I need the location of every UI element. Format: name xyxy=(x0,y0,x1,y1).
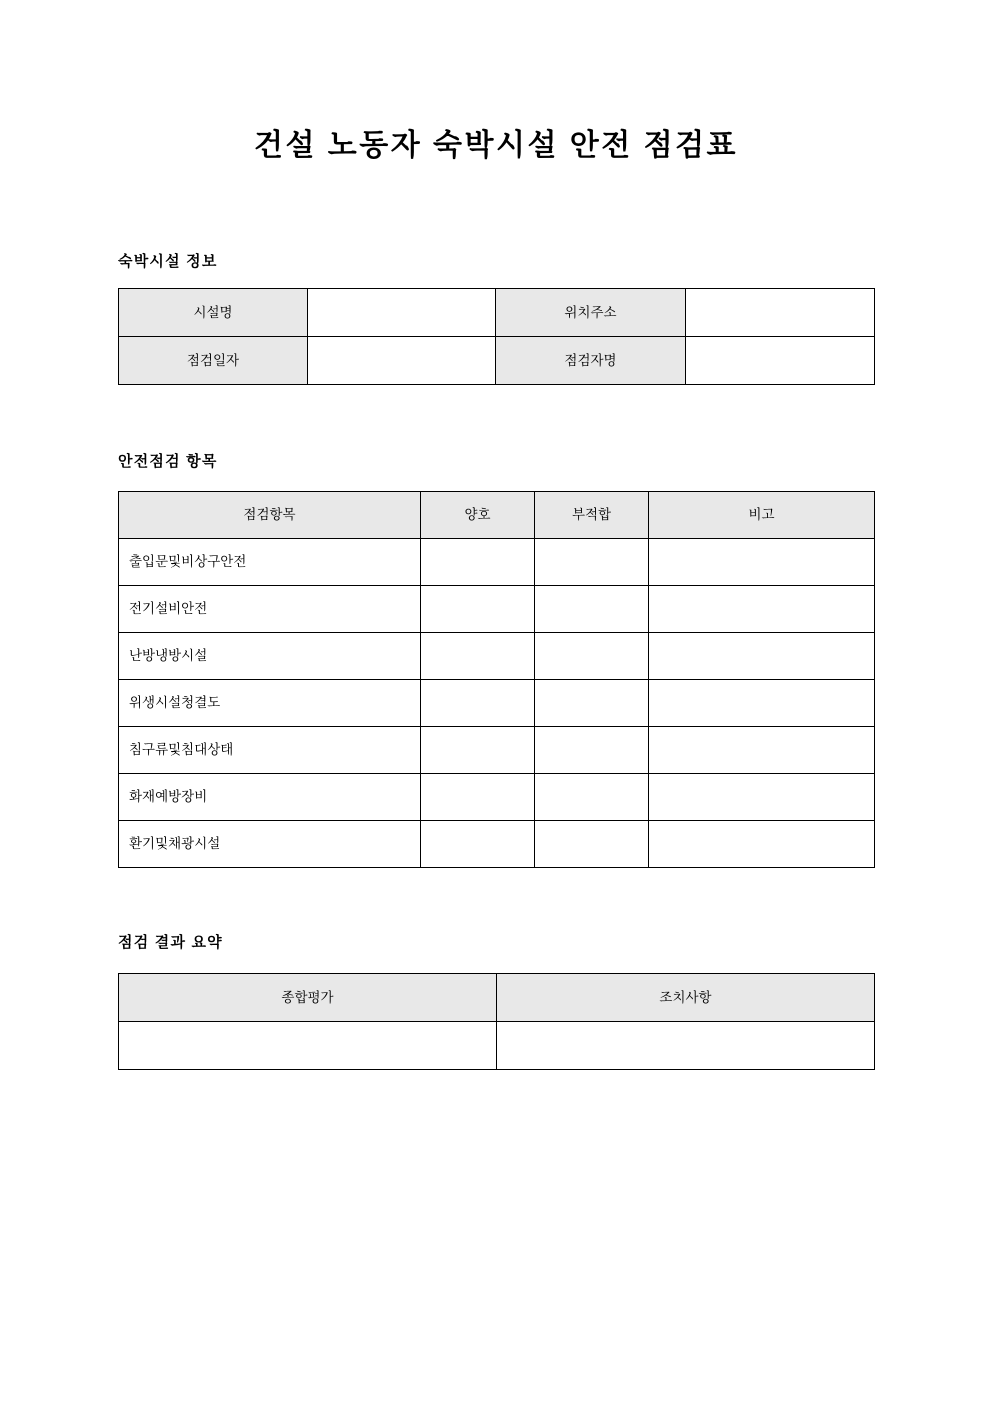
remarks-cell[interactable] xyxy=(649,539,875,586)
nonconforming-checkbox-cell[interactable] xyxy=(535,680,649,727)
good-checkbox-cell[interactable] xyxy=(421,680,535,727)
action-items-field[interactable] xyxy=(497,1022,875,1070)
nonconforming-checkbox-cell[interactable] xyxy=(535,539,649,586)
section-heading-result-summary: 점검 결과 요약 xyxy=(118,934,223,951)
nonconforming-checkbox-cell[interactable] xyxy=(535,821,649,868)
facility-address-field[interactable] xyxy=(686,289,875,337)
section-heading-inspection-items: 안전점검 항목 xyxy=(118,453,218,470)
table-row xyxy=(119,774,875,821)
column-header-remarks: 비고 xyxy=(649,492,875,539)
good-checkbox-cell[interactable] xyxy=(421,774,535,821)
nonconforming-checkbox-cell[interactable] xyxy=(535,774,649,821)
table-header-row xyxy=(119,974,875,1022)
good-checkbox-cell[interactable] xyxy=(421,821,535,868)
inspection-items-table xyxy=(118,491,875,868)
column-header-item: 점검항목 xyxy=(119,492,421,539)
page-title: 건설 노동자 숙박시설 안전 점검표 xyxy=(253,129,739,162)
remarks-cell[interactable] xyxy=(649,821,875,868)
remarks-cell[interactable] xyxy=(649,586,875,633)
facility-address-label: 위치주소 xyxy=(496,289,686,337)
column-header-nonconforming: 부적합 xyxy=(535,492,649,539)
table-header-row xyxy=(119,492,875,539)
facility-info-table xyxy=(118,288,875,385)
good-checkbox-cell[interactable] xyxy=(421,539,535,586)
table-row xyxy=(119,586,875,633)
overall-evaluation-field[interactable] xyxy=(119,1022,497,1070)
inspection-item-label: 위생시설청결도 xyxy=(119,680,421,727)
table-row xyxy=(119,289,875,337)
inspection-item-label: 난방냉방시설 xyxy=(119,633,421,680)
good-checkbox-cell[interactable] xyxy=(421,586,535,633)
table-row xyxy=(119,1022,875,1070)
column-header-action-items: 조치사항 xyxy=(497,974,875,1022)
remarks-cell[interactable] xyxy=(649,680,875,727)
facility-name-field[interactable] xyxy=(308,289,496,337)
table-row xyxy=(119,539,875,586)
inspection-item-label: 침구류및침대상태 xyxy=(119,727,421,774)
nonconforming-checkbox-cell[interactable] xyxy=(535,586,649,633)
inspection-item-label: 환기및채광시설 xyxy=(119,821,421,868)
nonconforming-checkbox-cell[interactable] xyxy=(535,727,649,774)
inspector-name-field[interactable] xyxy=(686,337,875,385)
table-row xyxy=(119,337,875,385)
table-row xyxy=(119,821,875,868)
inspector-name-label: 점검자명 xyxy=(496,337,686,385)
good-checkbox-cell[interactable] xyxy=(421,633,535,680)
result-summary-table xyxy=(118,973,875,1070)
table-row xyxy=(119,680,875,727)
inspection-item-label: 출입문및비상구안전 xyxy=(119,539,421,586)
column-header-good: 양호 xyxy=(421,492,535,539)
inspection-date-field[interactable] xyxy=(308,337,496,385)
table-row xyxy=(119,633,875,680)
section-heading-facility-info: 숙박시설 정보 xyxy=(118,253,218,270)
inspection-item-label: 화재예방장비 xyxy=(119,774,421,821)
column-header-overall-evaluation: 종합평가 xyxy=(119,974,497,1022)
remarks-cell[interactable] xyxy=(649,727,875,774)
good-checkbox-cell[interactable] xyxy=(421,727,535,774)
facility-name-label: 시설명 xyxy=(119,289,308,337)
inspection-item-label: 전기설비안전 xyxy=(119,586,421,633)
remarks-cell[interactable] xyxy=(649,774,875,821)
inspection-date-label: 점검일자 xyxy=(119,337,308,385)
remarks-cell[interactable] xyxy=(649,633,875,680)
nonconforming-checkbox-cell[interactable] xyxy=(535,633,649,680)
table-row xyxy=(119,727,875,774)
